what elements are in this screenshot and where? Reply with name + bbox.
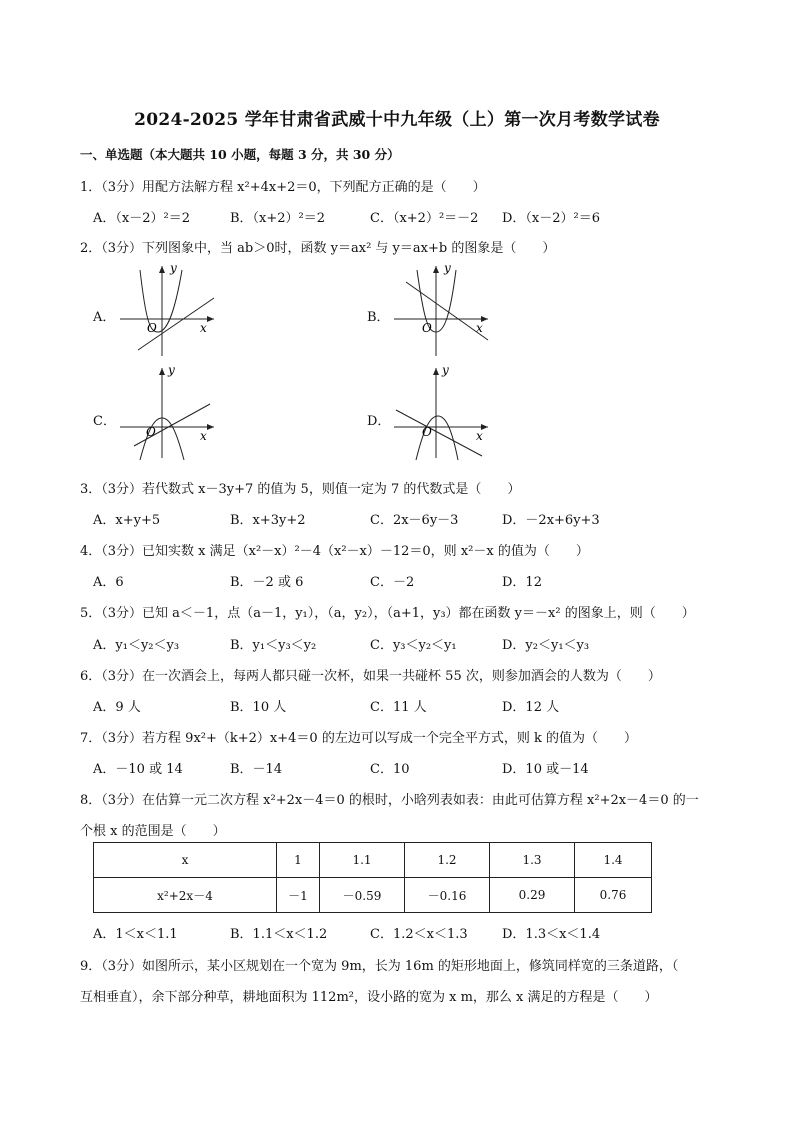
question-4-stem: 4．（3分）已知实数 x 满足（x²－x）²－4（x²－x）－12＝0，则 x²－x 的值为（ ） <box>80 544 589 559</box>
q2-label-a: A． <box>93 310 116 325</box>
q8-option-a: A．1＜x＜1.1 <box>93 927 178 942</box>
q2-d-y-label: y <box>442 364 449 377</box>
question-8-stem-line1: 8．（3分）在估算一元二次方程 x²+2x－4＝0 的根时，小晗列表如表：由此可估算方程 x²+2x－4＝0 的一 <box>80 793 699 808</box>
q2-a-y-label: y <box>170 262 177 275</box>
q2-c-x-label: x <box>200 429 207 443</box>
question-2-stem: 2．（3分）下列图象中，当 ab＞0时，函数 y＝ax² 与 y＝ax+b 的图象是（ ） <box>80 241 556 256</box>
question-7-stem: 7．（3分）若方程 9x²+（k+2）x+4＝0 的左边可以写成一个完全平方式，则 k 的值为（ ） <box>80 731 637 746</box>
q2-c-origin: O <box>146 425 156 439</box>
q2-graph-d <box>392 364 492 460</box>
q2-graph-a <box>118 262 218 358</box>
q3-option-d: D．－2x+6y+3 <box>502 513 600 528</box>
q1-option-c: C．（x+2）²＝－2 <box>370 211 479 226</box>
q8-option-c: C．1.2＜x＜1.3 <box>370 927 468 942</box>
q5-option-d: D．y₂＜y₁＜y₃ <box>502 638 590 653</box>
q1-option-d: D．（x－2）²＝6 <box>502 211 601 226</box>
q4-option-a: A．6 <box>93 575 124 590</box>
table-cell: 0.76 <box>575 878 652 913</box>
q7-option-d: D．10 或－14 <box>502 762 589 777</box>
q8-option-b: B．1.1＜x＜1.2 <box>230 927 328 942</box>
table-cell: 1.2 <box>405 843 490 878</box>
table-cell: x <box>94 843 277 878</box>
q1-option-a: A．（x－2）²＝2 <box>93 211 190 226</box>
q3-option-c: C．2x－6y－3 <box>370 513 459 528</box>
q5-option-b: B．y₁＜y₃＜y₂ <box>230 638 317 653</box>
q2-graph-b <box>392 262 492 358</box>
q1-option-b: B．（x+2）²＝2 <box>230 211 326 226</box>
table-row <box>94 878 652 913</box>
q4-option-d: D．12 <box>502 575 542 590</box>
q8-option-d: D．1.3＜x＜1.4 <box>502 927 601 942</box>
q2-b-origin: O <box>422 321 432 335</box>
q2-label-c: C． <box>93 414 116 429</box>
q2-label-b: B． <box>367 310 390 325</box>
q2-b-x-label: x <box>476 321 483 335</box>
q2-b-y-label: y <box>444 262 451 275</box>
table-cell: －1 <box>277 878 320 913</box>
q7-option-a: A．－10 或 14 <box>93 762 183 777</box>
table-cell: 1.1 <box>320 843 405 878</box>
q2-d-x-label: x <box>476 429 483 443</box>
question-8-stem-line2: 个根 x 的范围是（ ） <box>80 824 226 839</box>
question-9-stem-line1: 9．（3分）如图所示，某小区规划在一个宽为 9m，长为 16m 的矩形地面上，修筑同样宽的三条道路，（ <box>80 959 679 974</box>
q5-option-a: A．y₁＜y₂＜y₃ <box>93 638 180 653</box>
q4-option-c: C．－2 <box>370 575 415 590</box>
q2-graph-c <box>118 364 218 460</box>
table-cell: x²+2x－4 <box>94 878 277 913</box>
q6-option-b: B．10 人 <box>230 700 287 715</box>
question-5-stem: 5．（3分）已知 a＜－1，点（a－1，y₁），（a，y₂），（a+1，y₃）都在函数 y＝－x² 的图象上，则（ ） <box>80 606 695 621</box>
q2-a-origin: O <box>147 321 157 335</box>
question-3-stem: 3．（3分）若代数式 x－3y+7 的值为 5，则值一定为 7 的代数式是（ ） <box>80 482 521 497</box>
table-cell: 1.4 <box>575 843 652 878</box>
q5-option-c: C．y₃＜y₂＜y₁ <box>370 638 457 653</box>
table-cell: 1 <box>277 843 320 878</box>
table-row <box>94 843 652 878</box>
q2-c-y-label: y <box>168 364 175 377</box>
q7-option-b: B．－14 <box>230 762 283 777</box>
question-6-stem: 6．（3分）在一次酒会上，每两人都只碰一次杯，如果一共碰杯 55 次，则参加酒会的人数为（ ） <box>80 669 661 684</box>
table-cell: －0.16 <box>405 878 490 913</box>
q2-a-x-label: x <box>200 321 207 335</box>
q6-option-d: D．12 人 <box>502 700 560 715</box>
q6-option-a: A．9 人 <box>93 700 141 715</box>
question-1-stem: 1．（3分）用配方法解方程 x²+4x+2＝0，下列配方正确的是（ ） <box>80 180 486 195</box>
section-heading: 一、单选题（本大题共 10 小题，每题 3 分，共 30 分） <box>80 147 400 162</box>
q3-option-a: A．x+y+5 <box>93 513 161 528</box>
table-cell: 1.3 <box>490 843 575 878</box>
q8-value-table <box>93 842 652 913</box>
table-cell: 0.29 <box>490 878 575 913</box>
q2-d-origin: O <box>422 425 432 439</box>
table-cell: －0.59 <box>320 878 405 913</box>
q6-option-c: C．11 人 <box>370 700 427 715</box>
q4-option-b: B．－2 或 6 <box>230 575 304 590</box>
q3-option-b: B．x+3y+2 <box>230 513 306 528</box>
page-title: 2024-2025 学年甘肃省武威十中九年级（上）第一次月考数学试卷 <box>134 110 660 130</box>
q7-option-c: C．10 <box>370 762 410 777</box>
question-9-stem-line2: 互相垂直），余下部分种草，耕地面积为 112m²，设小路的宽为 x m，那么 x 满足的方程是（ ） <box>80 990 658 1005</box>
q2-label-d: D． <box>367 414 391 429</box>
